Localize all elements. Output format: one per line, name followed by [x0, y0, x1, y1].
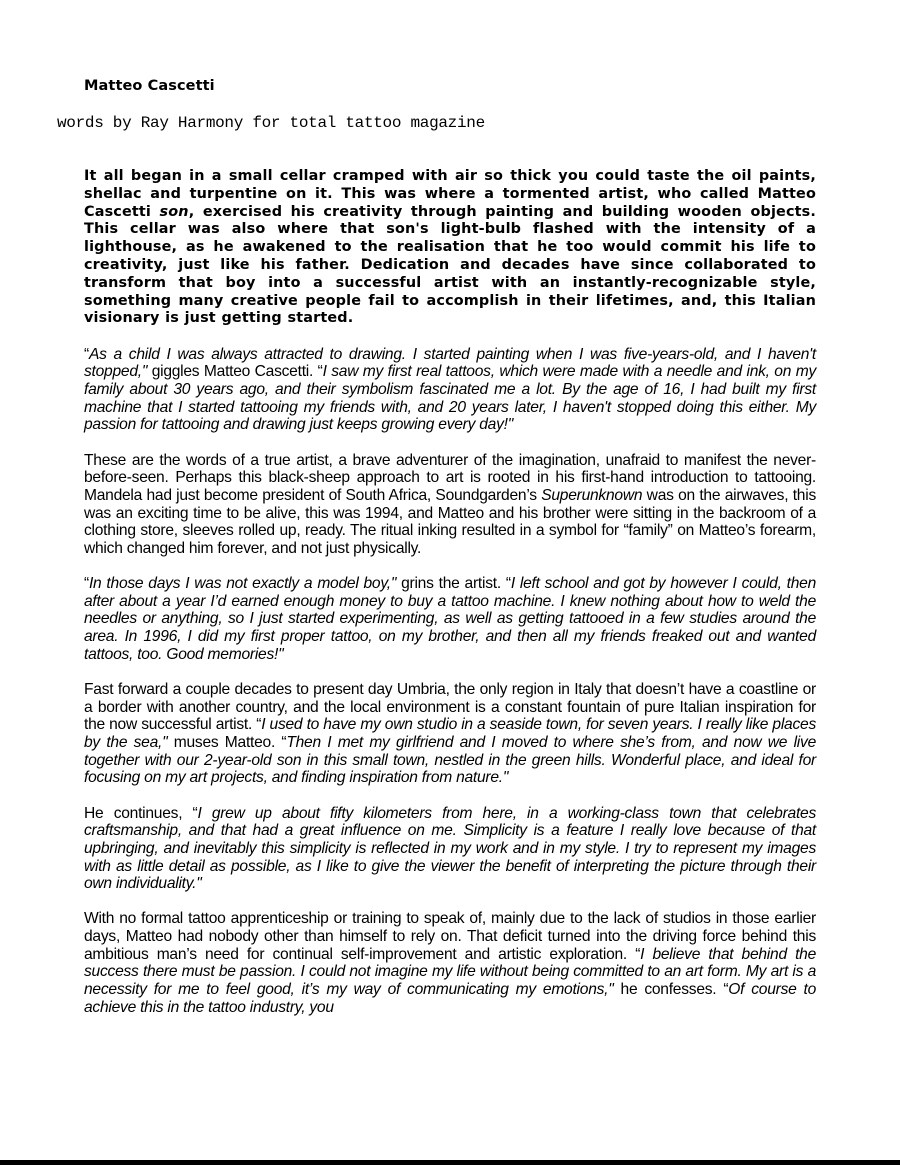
- body-paragraph: [84, 805, 816, 893]
- lead-text-part: , exercised his creativity through painting and building wooden objects. This cellar was also where that son's light-bulb flashed with the intensity of a lighthouse, as he awakened to the realisation that he too would commit his life to creativity, just like his father. Dedication and decades have since collaborated to transform that boy into a successful artist with an instantly-recognizable style, something many creative people fail to accomplish in their lifetimes, and, this Italian visionary is just getting started.: [84, 203, 816, 327]
- narrative-text: giggles Matteo Cascetti. “: [147, 363, 323, 381]
- narrative-text: He continues, “: [84, 804, 198, 822]
- narrative-text: “: [84, 345, 89, 363]
- body-paragraph: [84, 910, 816, 1016]
- quote-text: As a child I was always attracted to drawing. I started painting when I was five-years-old, and I haven't stopped,": [84, 345, 816, 381]
- lead-emphasis-son: son: [159, 203, 189, 220]
- narrative-text: he confesses. “: [613, 981, 729, 999]
- quote-text: I grew up about fifty kilometers from here, in a working-class town that celebrates craftsmanship, and that had a great influence on me. Simplicity is a feature I really love because of that upbringing, and inevitably this simplicity is reflected in my work and in my style. I try to represent my images with as little detail as possible, as I like to give the viewer the benefit of interpreting the picture through their own individuality.": [84, 804, 816, 893]
- narrative-text: Fast forward a couple decades to present day Umbria, the only region in Italy that doesn’t have a coastline or a border with another country, and the local environment is a constant fountain of pure Italian inspiration for the now successful artist. “: [84, 681, 816, 734]
- quote-text: I used to have my own studio in a seaside town, for seven years. I really like places by the sea,": [84, 716, 816, 752]
- quote-text: I believe that behind the success there must be passion. I could not imagine my life without being committed to an art form. My art is a necessity for me to feel good, it’s my way of communicating my emotions,": [84, 945, 816, 999]
- body-paragraphs: [84, 346, 816, 1017]
- quote-text: I saw my first real tattoos, which were made with a needle and ink, on my family about 30 years ago, and their symbolism fascinated me a lot. By the age of 16, I had built my first machine that I started tattooing my friends with, and 20 years later, I haven't stopped doing this either. My passion for tattooing and drawing just keeps growing every day!": [84, 363, 817, 434]
- quote-text: Then I met my girlfriend and I moved to where she’s from, and now we live together with our 2-year-old son in this small town, nestled in the green hills. Wonderful place, and ideal for focusing on my art projects, and finding inspiration from nature.": [84, 734, 816, 787]
- lead-text-part: It all began in a small cellar cramped with air so thick you could taste the oil paints, shellac and turpentine on it. This was where a tormented artist, who called Matteo Cascetti: [84, 168, 816, 220]
- narrative-text: was on the airwaves, this was an exciting time to be alive, this was 1994, and Matteo and his brother were sitting in the backroom of a clothing store, sleeves rolled up, ready. The ritual inking resulted in a symbol for “family” on Matteo’s forearm, which changed him forever, and not just physically.: [84, 486, 816, 557]
- article-body: [84, 168, 816, 1034]
- body-paragraph: [84, 681, 816, 787]
- quote-text: I left school and got by however I could, then after about a year I’d earned enough money to buy a tattoo machine. I knew nothing about how to weld the needles or anything, so I just started experimenting, as well as getting tattooed in a few studies around the area. In 1996, I did my first proper tattoo, on my brother, and then all my friends freaked out and wanted tattoos, too. Good memories!": [84, 575, 817, 663]
- quote-text: In those days I was not exactly a model boy,": [88, 575, 397, 593]
- body-paragraph: [84, 452, 816, 558]
- narrative-text: muses Matteo. “: [167, 734, 287, 752]
- body-paragraph: [84, 575, 816, 663]
- narrative-text: grins the artist. “: [396, 575, 511, 593]
- narrative-text: “: [84, 575, 89, 593]
- quote-text: Superunknown: [541, 486, 643, 504]
- quote-text: Of course to achieve this in the tattoo industry, you: [84, 981, 817, 1016]
- byline: words by Ray Harmony for total tattoo magazine: [57, 114, 485, 132]
- narrative-text: With no formal tattoo apprenticeship or training to speak of, mainly due to the lack of studios in those earlier days, Matteo had nobody other than himself to rely on. That deficit turned into the driving force behind this ambitious man’s need for continual self-improvement and artistic exploration. “: [84, 910, 816, 963]
- narrative-text: These are the words of a true artist, a brave adventurer of the imagination, unafraid to manifest the never-before-seen. Perhaps this black-sheep approach to art is rooted in his first-hand introduction to tattooing. Mandela had just become president of South Africa, Soundgarden’s: [84, 451, 816, 504]
- page-title: Matteo Cascetti: [84, 78, 215, 94]
- lead-paragraph: [84, 168, 816, 328]
- body-paragraph: [84, 346, 816, 434]
- page-bottom-border: [0, 1160, 900, 1165]
